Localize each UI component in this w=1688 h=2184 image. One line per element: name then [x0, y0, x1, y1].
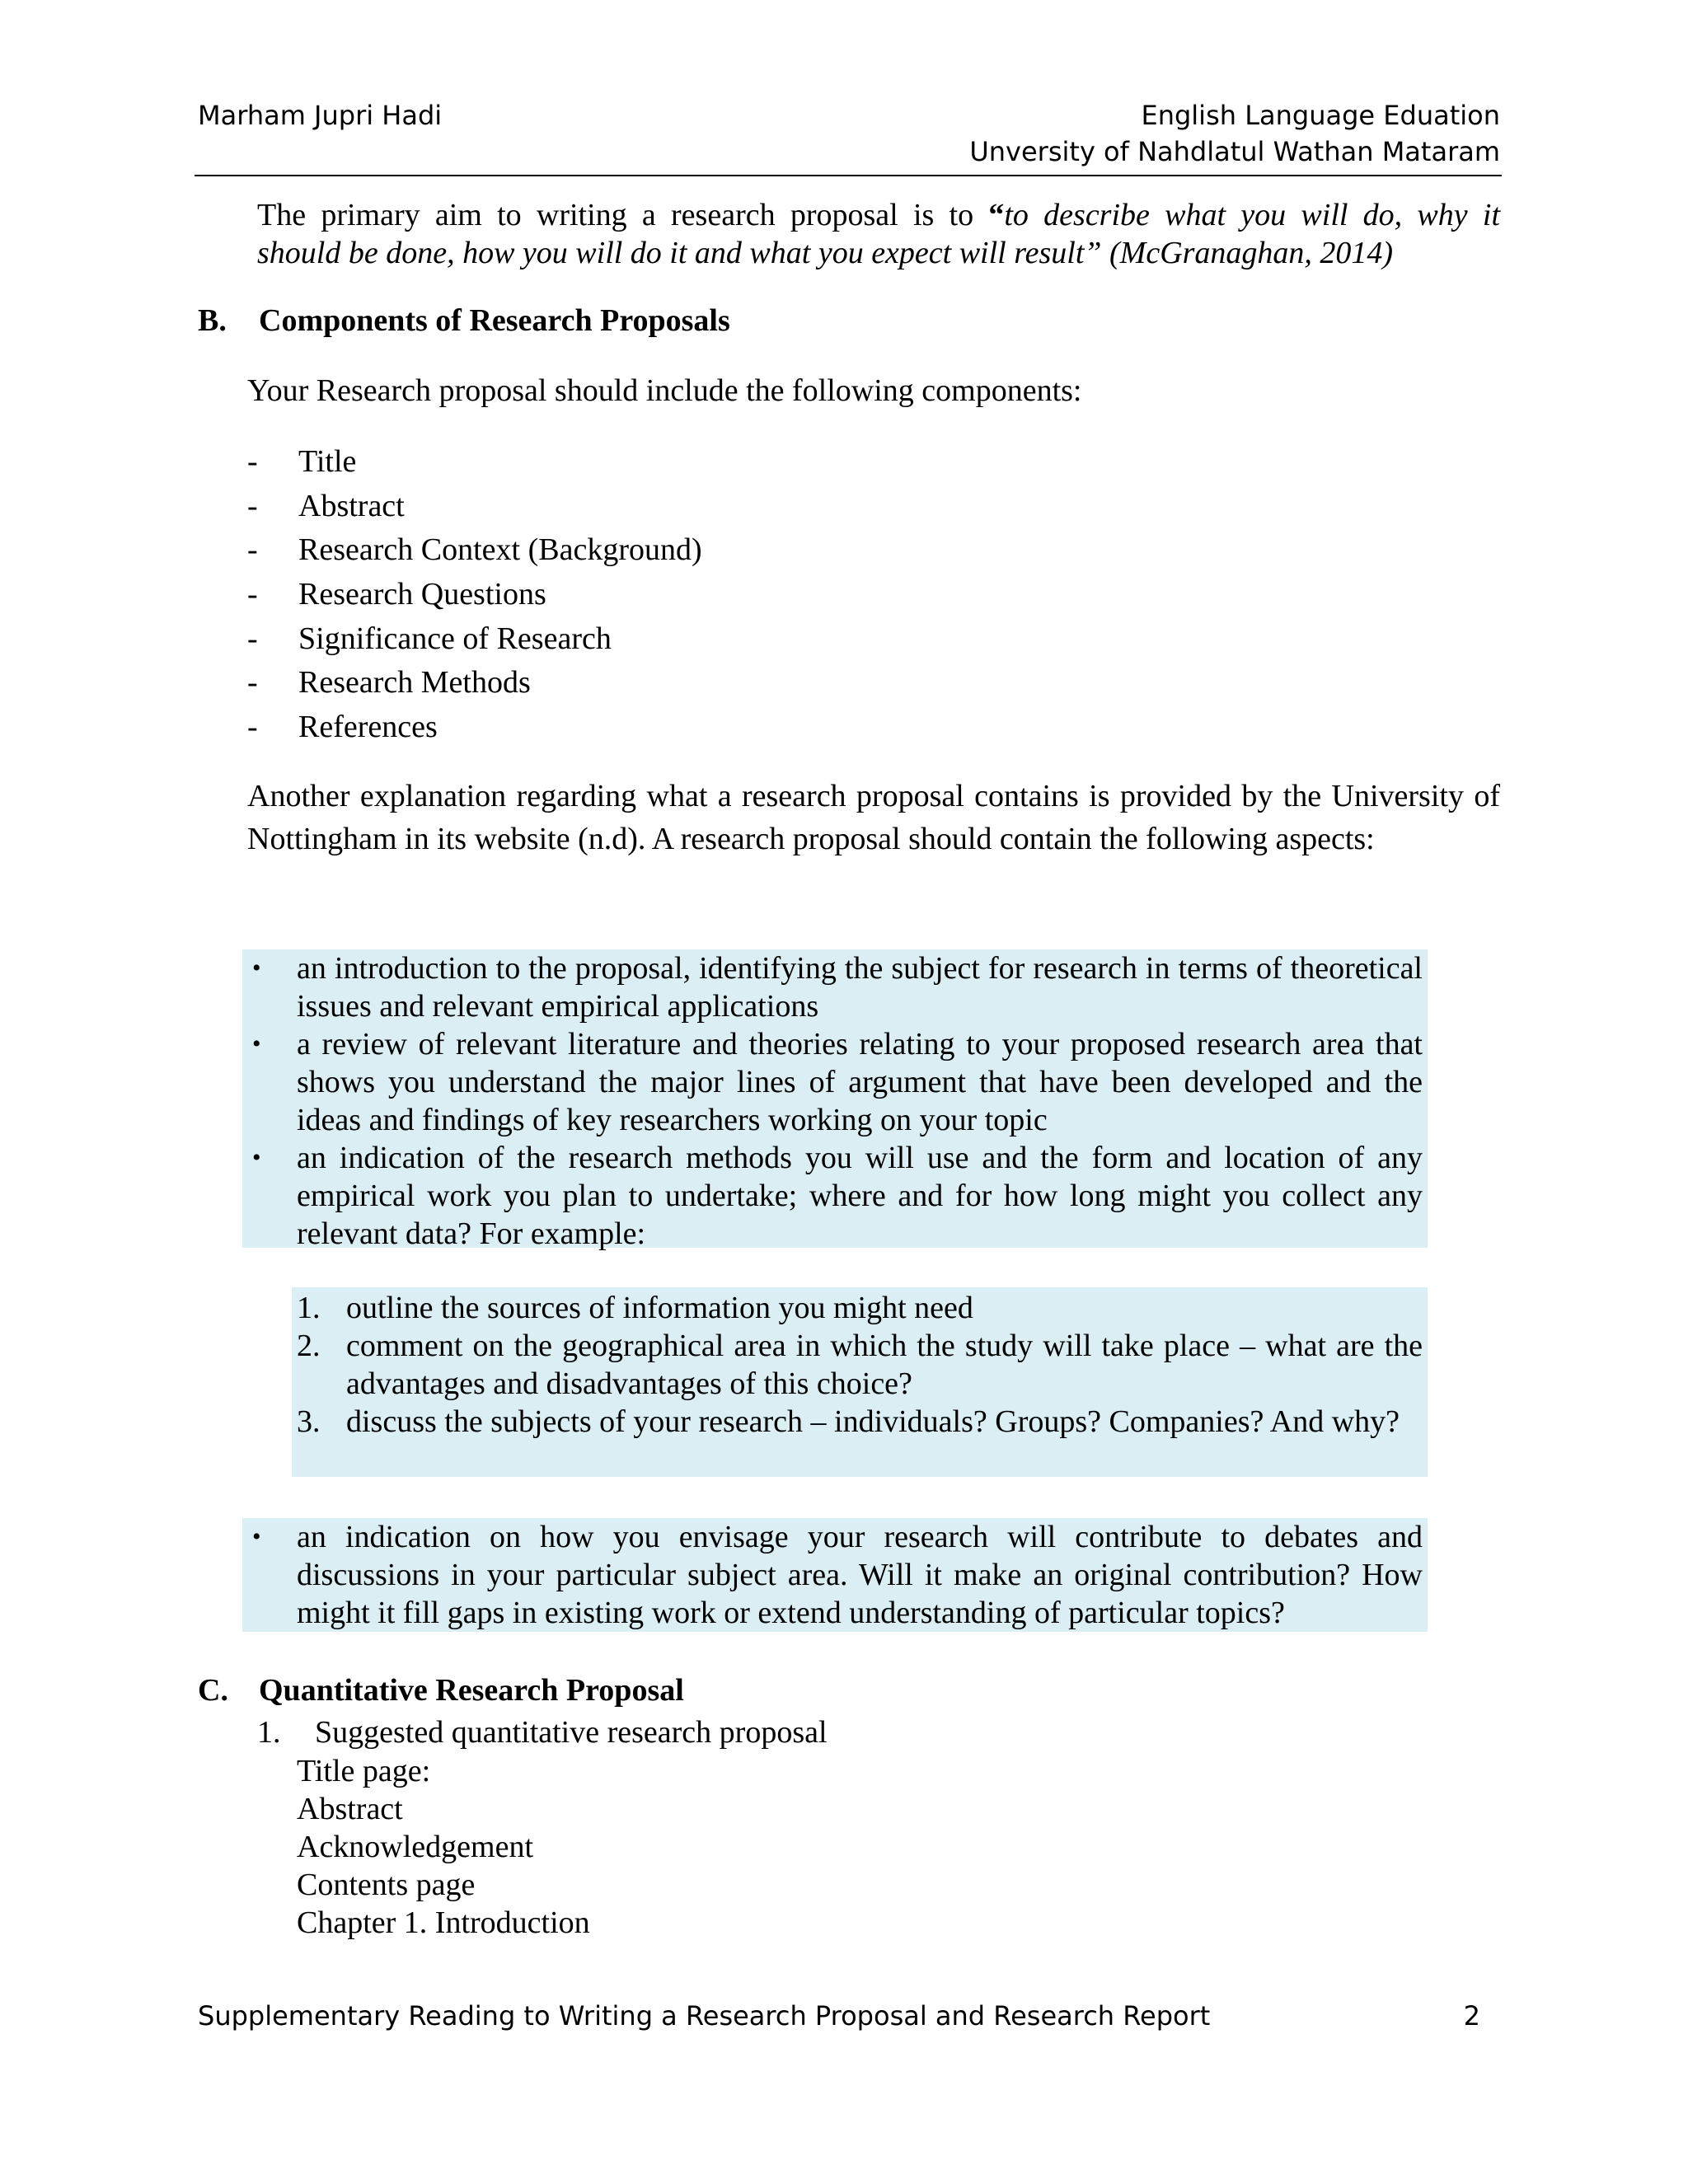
intro-paragraph	[257, 196, 1500, 272]
list-item: - References	[247, 710, 438, 745]
list-item: • an indication of the research methods you will use and the form and location of any empirical work you plan to undertake; where and for how long might you collect any relevant data? For example:	[252, 1141, 1423, 1251]
list-item: Chapter 1. Introduction	[297, 1905, 590, 1940]
list-item: - Abstract	[247, 488, 405, 523]
bullet-icon: •	[252, 1030, 261, 1057]
section-b-letter: B.	[198, 303, 227, 338]
examples-list	[297, 1289, 1423, 1441]
list-item: - Research Questions	[247, 577, 546, 612]
section-c-letter: C.	[198, 1673, 228, 1708]
header-affiliation	[969, 97, 1500, 170]
explanation-paragraph: Another explanation regarding what a research proposal contains is provided by the University of Nottingham in its website (n.d). A research proposal should contain the following aspects:	[247, 779, 1500, 856]
list-item: • an indication on how you envisage your research will contribute to debates and discussions in your particular subject area. Will it make an original contribution? How might it fill gaps in existing work or extend understanding of particular topics?	[252, 1520, 1423, 1630]
section-c-title: Quantitative Research Proposal	[259, 1673, 684, 1708]
components-lead: Your Research proposal should include the following components:	[247, 373, 1082, 408]
intro-citation: (McGranaghan, 2014)	[1101, 236, 1394, 270]
bullet-icon: •	[252, 1144, 261, 1171]
list-item: Abstract	[297, 1792, 403, 1826]
section-c-item-number: 1.	[257, 1715, 281, 1750]
list-item: - Research Context (Background)	[247, 532, 702, 568]
section-b-heading	[198, 300, 730, 341]
section-b-title: Components of Research Proposals	[259, 303, 730, 338]
list-item: Title page:	[297, 1754, 431, 1788]
intro-quote-line-1: to describe what you will do, why it	[1004, 198, 1501, 232]
header-rule	[195, 175, 1502, 176]
intro-line-1	[257, 196, 1500, 234]
intro-prefix: The primary aim to writing a research proposal is to	[257, 198, 989, 232]
section-c-heading	[198, 1670, 684, 1711]
list-item: 1. outline the sources of information you might need	[297, 1291, 973, 1325]
list-item: - Research Methods	[247, 665, 531, 701]
list-item: 2. comment on the geographical area in which the study will take place – what are the advantages and disadvantages of this choice?	[297, 1329, 1423, 1401]
list-item: 3. discuss the subjects of your research – individuals? Groups? Companies? And why?	[297, 1404, 1400, 1439]
list-item: - Significance of Research	[247, 621, 612, 656]
page-number: 2	[1463, 2000, 1480, 2032]
list-item: - Title	[247, 444, 357, 479]
header-university: Unversity of Nahdlatul Wathan Mataram	[969, 136, 1500, 167]
list-item: Contents page	[297, 1868, 476, 1902]
intro-close-quote: ”	[1084, 236, 1102, 270]
list-item: • an introduction to the proposal, identifying the subject for research in terms of theoretical issues and relevant empirical applications	[252, 951, 1423, 1024]
aspects-list	[246, 949, 1423, 1253]
section-c-item	[257, 1713, 828, 1752]
components-list	[247, 440, 1401, 750]
intro-quote-line-2: should be done, how you will do it and what you expect will result	[257, 236, 1085, 270]
list-item: • a review of relevant literature and theories relating to your proposed research area that shows you understand the major lines of argument that have been developed and the ideas and findings of key researchers working on your topic	[252, 1027, 1423, 1137]
intro-open-quote: “	[988, 198, 1005, 232]
footer-title: Supplementary Reading to Writing a Research Proposal and Research Report	[198, 2000, 1211, 2032]
header-department: English Language Eduation	[1141, 100, 1500, 131]
bullet-icon: •	[252, 954, 261, 982]
header-author: Marham Jupri Hadi	[198, 100, 443, 131]
bullet-icon: •	[252, 1523, 261, 1550]
proposal-outline	[297, 1752, 590, 1942]
last-aspect-list	[246, 1518, 1423, 1632]
section-c-item-text: Suggested quantitative research proposal	[315, 1715, 828, 1750]
intro-line-2	[257, 236, 1393, 270]
list-item: Acknowledgement	[297, 1830, 534, 1864]
